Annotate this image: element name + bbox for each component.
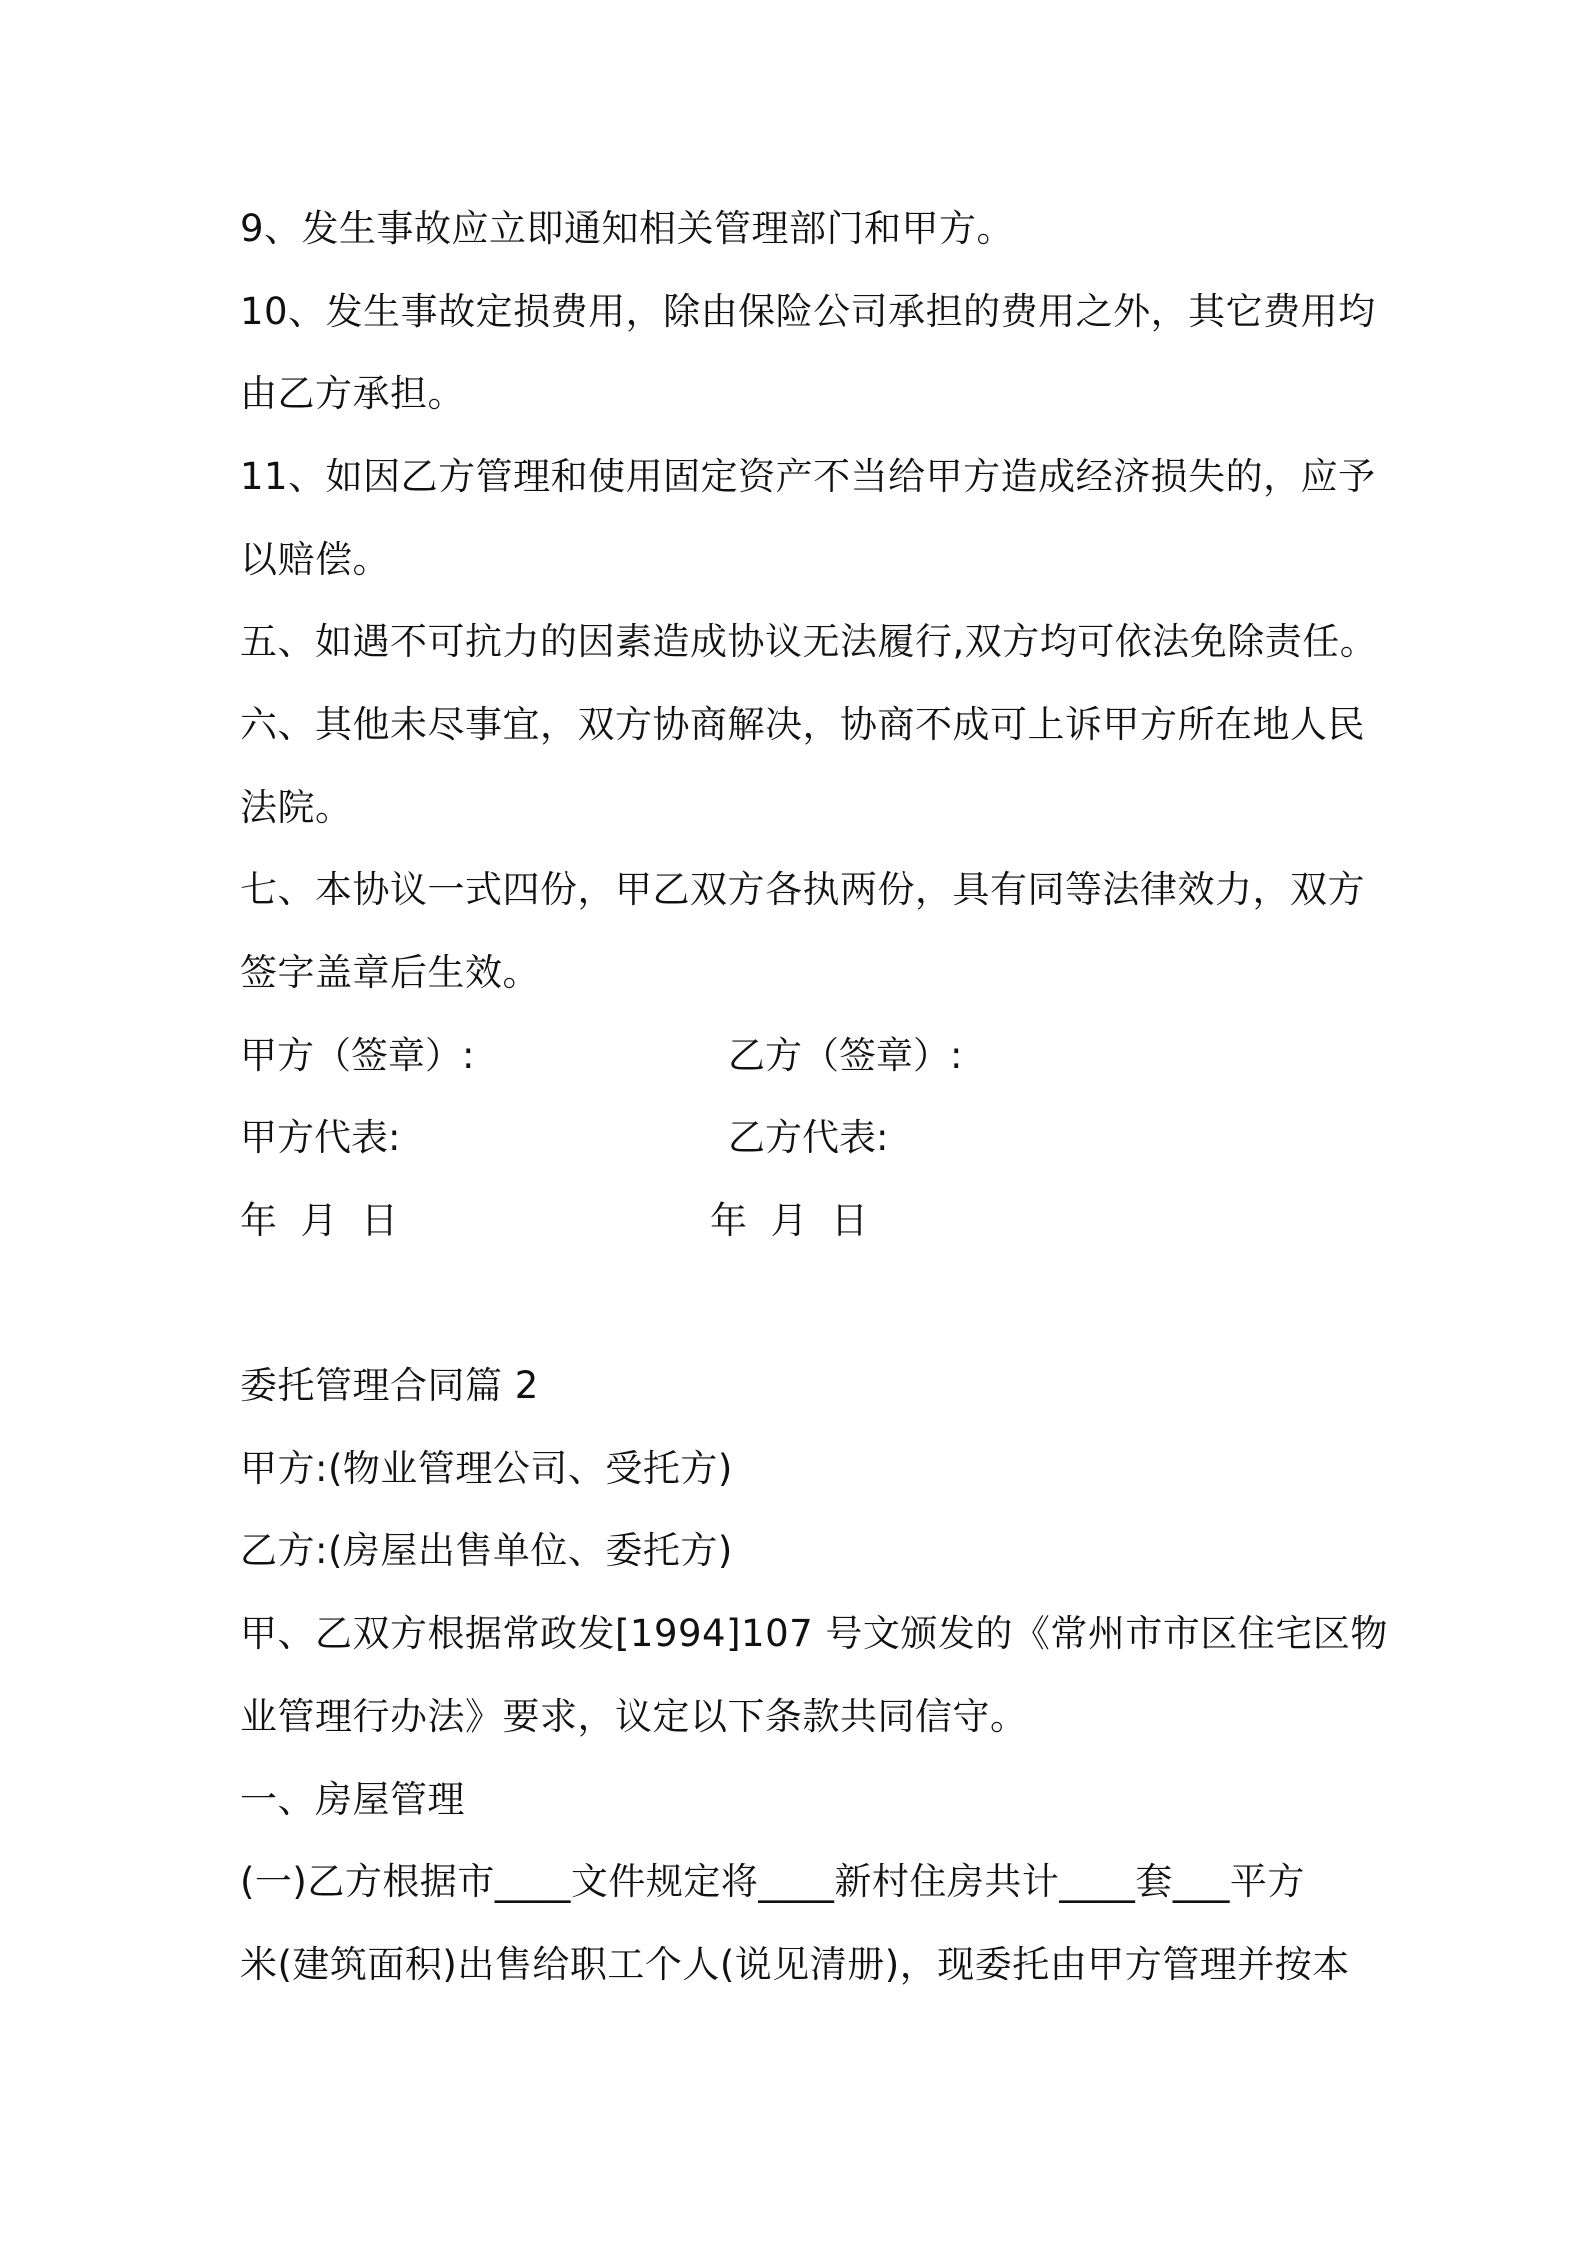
heading-house-management: 一、房屋管理	[240, 1778, 465, 1821]
contract-2-title: 委托管理合同篇 2	[240, 1364, 539, 1407]
date-left: 年 月 日	[240, 1199, 399, 1242]
intro-line-2: 业管理行办法》要求，议定以下条款共同信守。	[240, 1695, 1028, 1738]
date-right: 年 月 日	[710, 1199, 869, 1242]
item-11-line-2: 以赔偿。	[240, 538, 390, 581]
clause-7-line-2: 签字盖章后生效。	[240, 951, 540, 994]
intro-line-1: 甲、乙双方根据常政发[1994]107 号文颁发的《常州市市区住宅区物	[240, 1612, 1388, 1655]
party-b-seal-label: 乙方（签章）:	[728, 1034, 963, 1077]
clause-7-line-1: 七、本协议一式四份，甲乙双方各执两份，具有同等法律效力，双方	[240, 868, 1365, 911]
clause-6-line-1: 六、其他未尽事宜，双方协商解决，协商不成可上诉甲方所在地人民	[240, 703, 1365, 746]
party-b-line: 乙方:(房屋出售单位、委托方)	[240, 1529, 733, 1572]
para-1-line-1: (一)乙方根据市____文件规定将____新村住房共计____套___平方	[240, 1860, 1305, 1903]
item-11-line-1: 11、如因乙方管理和使用固定资产不当给甲方造成经济损失的，应予	[240, 455, 1376, 498]
para-1-line-2: 米(建筑面积)出售给职工个人(说见清册)，现委托由甲方管理并按本	[240, 1943, 1350, 1986]
item-9: 9、发生事故应立即通知相关管理部门和甲方。	[240, 207, 1015, 250]
party-b-rep-label: 乙方代表:	[728, 1116, 889, 1159]
clause-6-line-2: 法院。	[240, 786, 353, 829]
item-10-line-2: 由乙方承担。	[240, 372, 465, 415]
party-a-line: 甲方:(物业管理公司、受托方)	[240, 1447, 733, 1490]
item-10-line-1: 10、发生事故定损费用，除由保险公司承担的费用之外，其它费用均	[240, 290, 1376, 333]
party-a-rep-label: 甲方代表:	[240, 1116, 401, 1159]
clause-5: 五、如遇不可抗力的因素造成协议无法履行,双方均可依法免除责任。	[240, 620, 1378, 663]
party-a-seal-label: 甲方（签章）:	[240, 1034, 475, 1077]
